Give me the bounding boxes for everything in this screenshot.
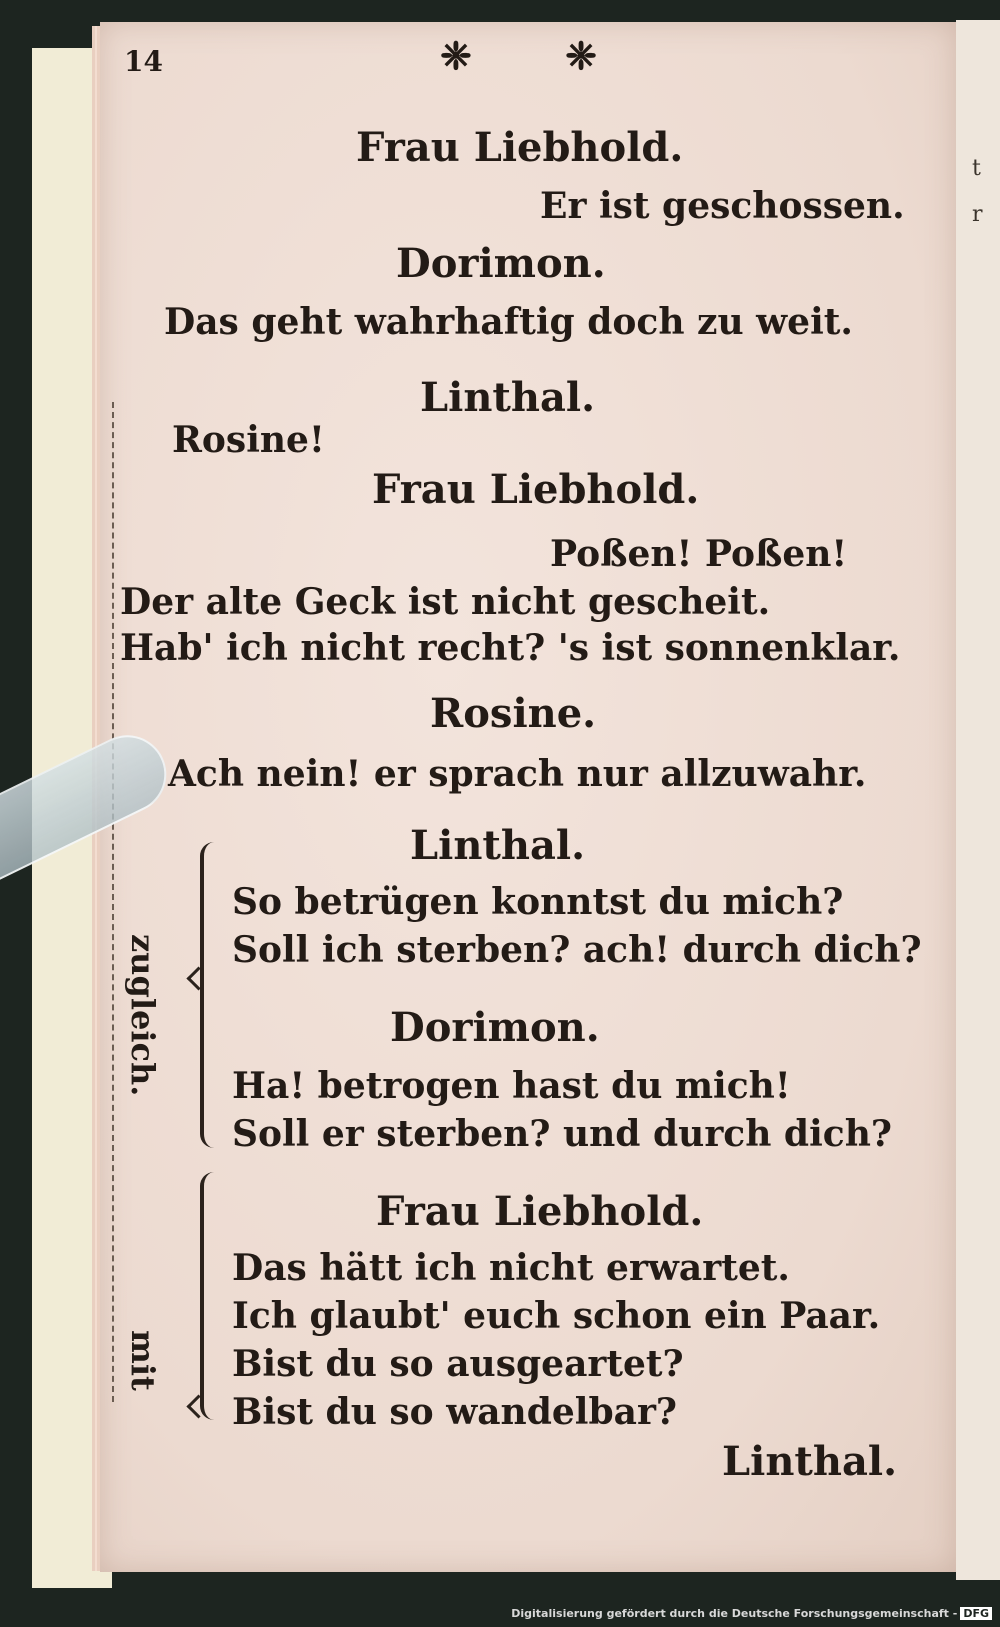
page-number: 14	[124, 45, 163, 78]
verse-line: Ach nein! er sprach nur allzuwahr.	[168, 753, 867, 795]
verse-line: Soll ich sterben? ach! durch dich?	[232, 929, 922, 971]
speaker-name: Frau Liebhold.	[372, 466, 700, 513]
verse-line: Der alte Geck ist nicht gescheit.	[120, 581, 771, 623]
verse-line: Ha! betrogen hast du mich!	[232, 1065, 791, 1107]
verse-line: Das hätt ich nicht erwartet.	[232, 1247, 790, 1289]
dfg-logo: DFG	[960, 1607, 992, 1620]
verse-line: Ich glaubt' euch schon ein Paar.	[232, 1295, 881, 1337]
verse-line: Soll er sterben? und durch dich?	[232, 1113, 892, 1155]
footer-credit	[511, 1607, 992, 1620]
verse-line: So betrügen konntst du mich?	[232, 881, 844, 923]
speaker-name: Dorimon.	[396, 240, 606, 287]
verse-line: Bist du so wandelbar?	[232, 1391, 678, 1433]
facing-page-glyph: r	[972, 202, 983, 227]
verse-line: Bist du so ausgeartet?	[232, 1343, 684, 1385]
margin-rule	[112, 402, 114, 1402]
side-label-zugleich: zugleich.	[124, 934, 162, 1097]
speaker-name: Rosine.	[430, 690, 597, 737]
facing-page-glyph: t	[972, 156, 981, 181]
verse-line: Rosine!	[172, 419, 325, 461]
verse-line: Hab' ich nicht recht? 's ist sonnenklar.	[120, 627, 901, 669]
verse-line: Poßen! Poßen!	[550, 533, 848, 575]
book-page	[100, 22, 956, 1572]
speaker-name: Linthal.	[420, 374, 595, 421]
catchword: Linthal.	[722, 1438, 897, 1485]
speaker-name: Frau Liebhold.	[376, 1188, 704, 1235]
speaker-name: Dorimon.	[390, 1004, 600, 1051]
facing-page-edge	[956, 20, 1000, 1580]
header-ornament: ❈ ❈	[440, 33, 637, 78]
speaker-name: Linthal.	[410, 822, 585, 869]
side-label-mit: mit	[124, 1330, 162, 1391]
verse-line: Das geht wahrhaftig doch zu weit.	[164, 301, 853, 343]
verse-line: Er ist geschossen.	[540, 185, 905, 227]
footer-text: Digitalisierung gefördert durch die Deutsche Forschungsgemeinschaft -	[511, 1607, 958, 1620]
speaker-name: Frau Liebhold.	[356, 124, 684, 171]
simultaneous-brace-lower	[200, 1172, 222, 1420]
simultaneous-brace-upper	[200, 842, 222, 1148]
